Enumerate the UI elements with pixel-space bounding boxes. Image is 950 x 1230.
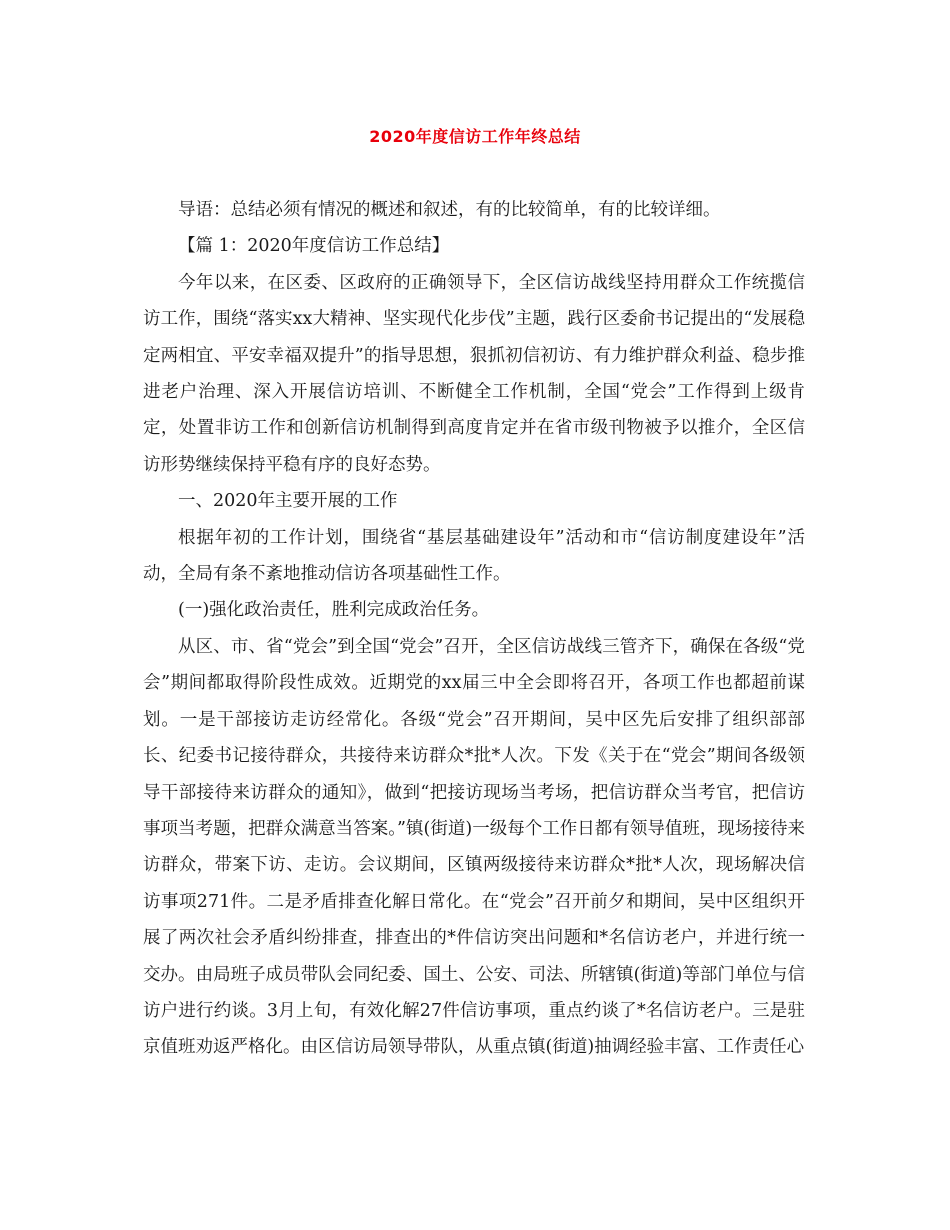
section-heading-part1: 【篇 1：2020年度信访工作总结】 bbox=[178, 236, 450, 257]
overview-paragraph: 今年以来，在区委、区政府的正确领导下，全区信访战线坚持用群众工作统揽信访工作，围绕“落实xx大精神、坚实现代化步伐”主题，践行区委俞书记提出的“发展稳定两相宜、平安幸福双提升”的指导思想，狠抓初信初访、有力维护群众利益、稳步推进老户治理、深入开展信访培训、不断健全工作机制，全国“党会”工作得到上级肯定，处置非访工作和创新信访机制得到高度肯定并在省市级刊物被予以推介，全区信访形势继续保持平稳有序的良好态势。 bbox=[143, 272, 805, 475]
intro-paragraph: 导语：总结必须有情况的概述和叙述，有的比较简单，有的比较详细。 bbox=[178, 200, 721, 220]
subheading-political-responsibility: (一)强化政治责任，胜利完成政治任务。 bbox=[178, 600, 490, 621]
political-task-paragraph: 从区、市、省“党会”到全国“党会”召开，全区信访战线三管齐下，确保在各级“党会”期间都取得阶段性成效。近期党的xx届三中全会即将召开，各项工作也都超前谋划。一是干部接访走访经常化。各级“党会”召开期间，吴中区先后安排了组织部部长、纪委书记接待群众，共接待来访群众*批*人次。下发《关于在“党会”期间各级领导干部接待来访群众的通知》，做到“把接访现场当考场，把信访群众当考官，把信访事项当考题，把群众满意当答案。”镇(街道)一级每个工作日都有领导值班，现场接待来访群众，带案下访、走访。会议期间，区镇两级接待来访群众*批*人次，现场解决信访事项271件。二是矛盾排查化解日常化。在“党会”召开前夕和期间，吴中区组织开展了两次社会矛盾纠纷排查，排查出的*件信访突出问题和*名信访老户，并进行统一交办。由局班子成员带队会同纪委、国土、公安、司法、所辖镇(街道)等部门单位与信访户进行约谈。3月上旬，有效化解27件信访事项，重点约谈了*名信访老户。三是驻京值班劝返严格化。由区信访局领导带队，从重点镇(街道)抽调经验丰富、工作责任心 bbox=[143, 636, 805, 1058]
document-body bbox=[143, 192, 805, 1066]
work-plan-paragraph: 根据年初的工作计划，围绕省“基层基础建设年”活动和市“信访制度建设年”活动，全局有条不紊地推动信访各项基础性工作。 bbox=[143, 527, 805, 585]
document-title: 2020年度信访工作年终总结 bbox=[369, 127, 581, 146]
heading-main-work: 一、2020年主要开展的工作 bbox=[178, 491, 398, 512]
